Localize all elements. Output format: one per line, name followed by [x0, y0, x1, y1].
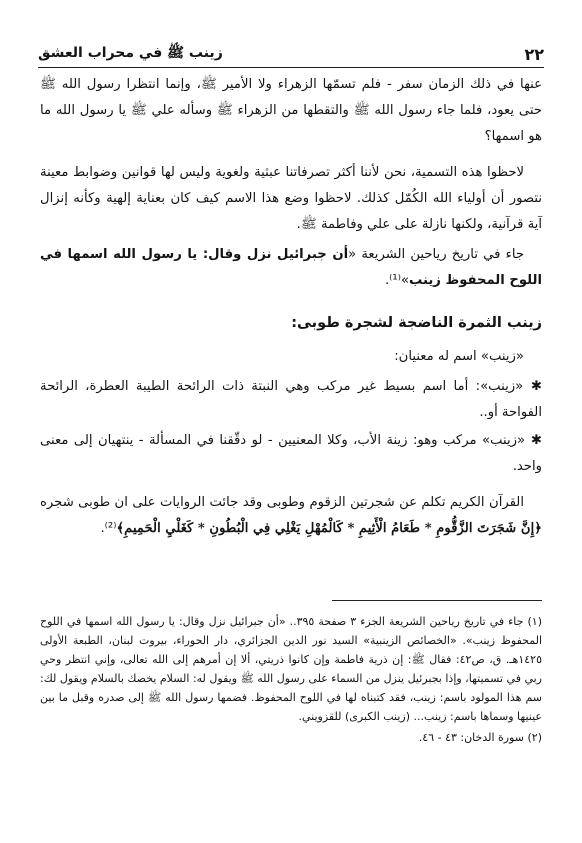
page-number: ٢٢	[524, 45, 544, 64]
paragraph-5-footnote-ref: ⁽²⁾.	[100, 521, 117, 536]
paragraph-3	[40, 242, 542, 294]
star-bullet-icon: ✱	[523, 379, 542, 394]
quran-verse: ﴿إِنَّ شَجَرَتَ الزَّقُّومِ * طَعَامُ الْأَثِيمِ * كَالْمُهْلِ يَغْلِي فِي الْبُطُونِ * كَغَلْيِ الْحَمِيمِ﴾	[116, 521, 542, 536]
paragraph-5	[40, 490, 542, 542]
footnote-divider	[332, 600, 542, 601]
bullet-2-text: «زينب» مركب وهو: زينة الأب، وكلا المعنيين - لو دقّقنا في المسألة - ينتهيان إلى معنى واحد.	[40, 433, 542, 474]
page-header	[38, 40, 544, 68]
paragraph-3-intro: جاء في تاريخ رياحين الشريعة «	[348, 247, 524, 262]
bullet-1-text: «زينب»: أما اسم بسيط غير مركب وهي النبتة ذات الرائحة الطيبة العطرة، الرائحة الفواحة أو..	[40, 379, 542, 420]
running-title: زينب ﷺ في محراب العشق	[38, 45, 223, 61]
star-bullet-icon: ✱	[525, 433, 542, 448]
footnote-1: (١) جاء في تاريخ رياحين الشريعة الجزء ٣ صفحة ٣٩٥.. «أن جبرائيل نزل وقال: يا رسول الله اسمها في اللوح المحفوظ زينب». «الخصائص الزينبية» السيد نور الدين الجزائري، دار الحوراء، بيروت لبنان، الطبعة الأولى ١٤٢٥هـ. ق، ص٤٢: فقال ﷺ: إن ذرية فاطمة وإن كانوا ذريتي، ألا إن أمرهم إلى الله تعالى، وإني انتظر وحي ربي في تسميتها، وإذا بجبرئيل ينزل من السماء على رسول الله ﷺ ويقول له: السلام يخصك بالسلام ويقول لك: سم هذا المولود باسم: زينب، فقد كتبناه لها في اللوح المحفوظ. فضمها رسول الله ﷺ إلى صدره وقبل ما بين عينيها وسماها باسم: زينب... (زينب الكبرى) للقزويني.	[40, 615, 542, 723]
paragraph-4: «زينب» اسم له معنيان:	[394, 349, 524, 364]
footnote-2: (٢) سورة الدخان: ٤٣ - ٤٦.	[418, 731, 542, 744]
section-heading: زينب الثمرة الناضجة لشجرة طوبى:	[291, 315, 542, 331]
paragraph-5-intro: القرآن الكريم تكلم عن شجرتين الزقوم وطوبى وقد جائت الروايات على ان طوبى شجره	[40, 495, 524, 510]
paragraph-3-footnote-ref: »⁽¹⁾.	[384, 273, 410, 288]
paragraph-1: عنها في ذلك الزمان سفر - فلم تسمّها الزهراء ولا الأمير ﷺ، وإنما انتظرا رسول الله ﷺ حتى يعود، فلما جاء رسول الله ﷺ والتقطها من الزهراء ﷺ وسأله علي ﷺ يا رسول الله ما هو اسمها؟	[40, 77, 542, 144]
footnotes	[40, 612, 542, 749]
bullet-item-2	[40, 428, 542, 480]
main-text	[40, 72, 542, 546]
paragraph-3-quote: أن جبرائيل نزل وقال: يا رسول الله اسمها في اللوح المحفوظ زينب	[40, 247, 542, 288]
bullet-item-1	[40, 374, 542, 426]
paragraph-2: لاحظوا هذه التسمية، نحن لأننا أكثر تصرفاتنا عبثية ولغوية وليس لها قوانين وضوابط معينة نتصور أن أولياء الله الكُمّل كذلك. لاحظوا وضع هذا الاسم كيف كان بعناية إلهية وكأنه إنزال آية قرآنية، ولكنها نازلة على علي وفاطمة ﷺ.	[40, 165, 542, 232]
